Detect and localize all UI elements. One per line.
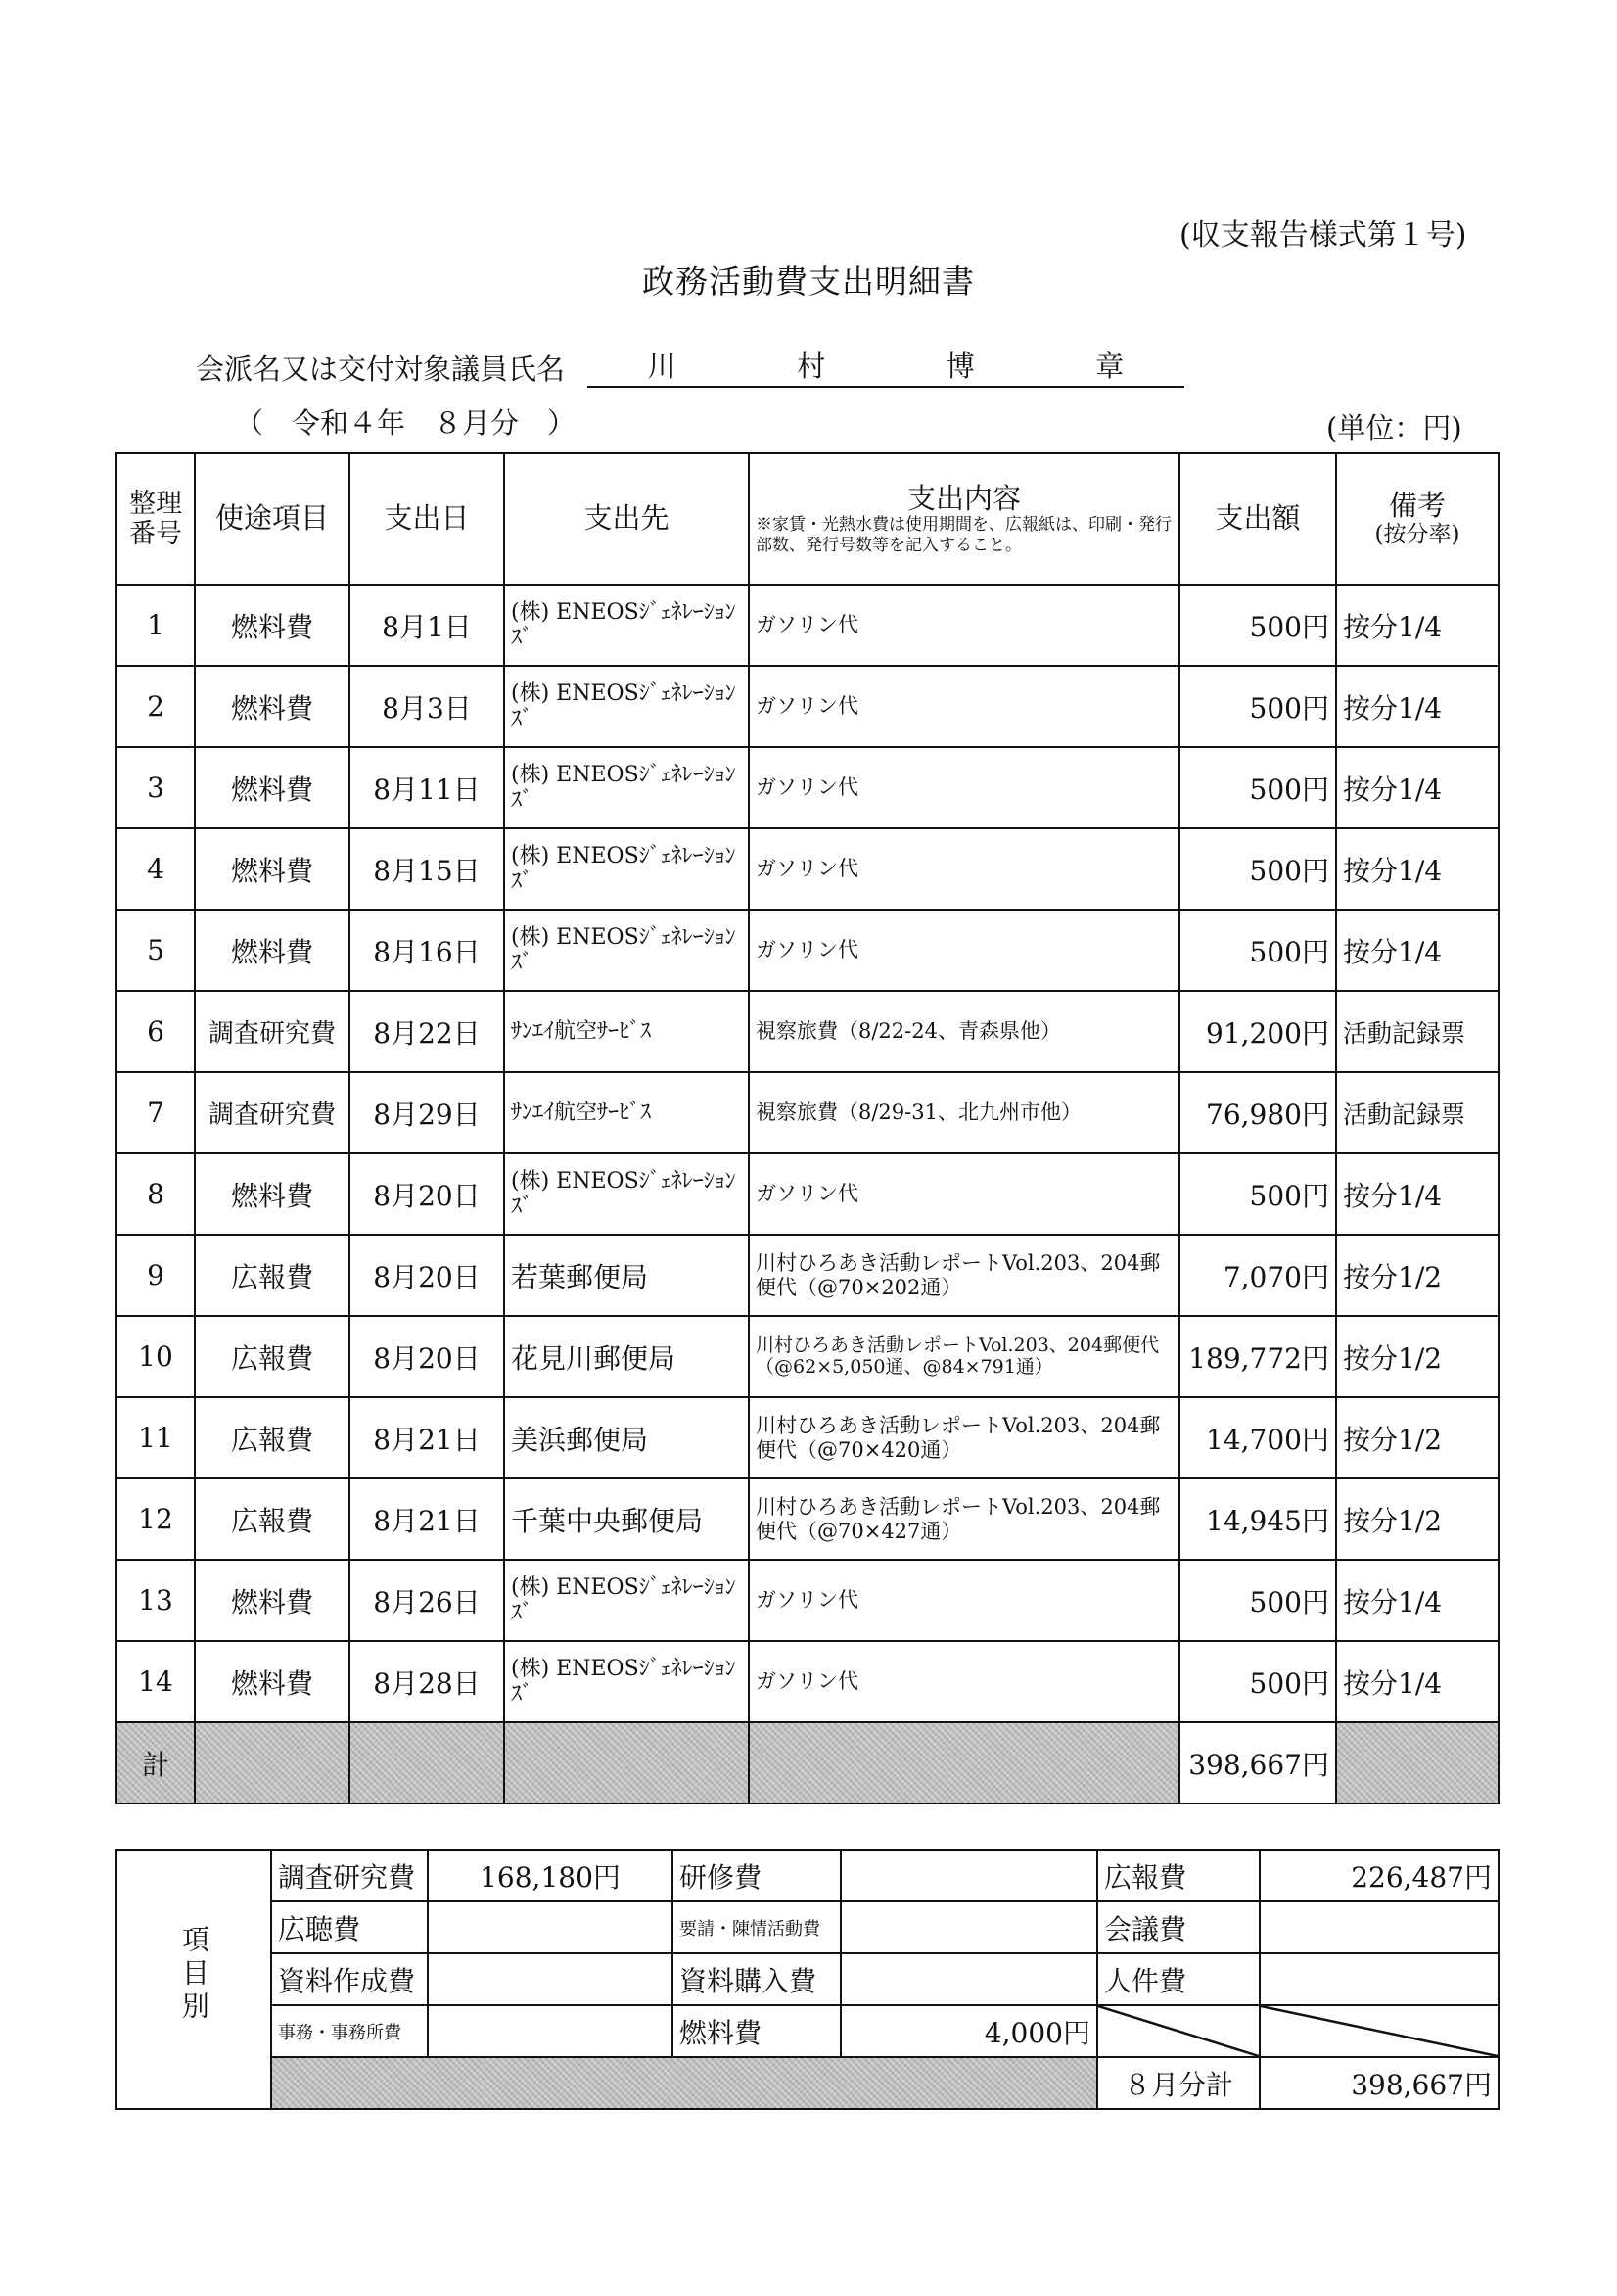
row-content: ガソリン代	[749, 666, 1179, 747]
table-row	[116, 1560, 1499, 1641]
summary-label: 広聴費	[271, 1901, 428, 1953]
row-content: ガソリン代	[749, 747, 1179, 828]
table-row	[116, 1478, 1499, 1560]
summary-label: 研修費	[672, 1850, 841, 1901]
summary-value	[841, 1901, 1097, 1953]
table-row	[116, 585, 1499, 666]
summary-label: 調査研究費	[271, 1850, 428, 1901]
row-date: 8月1日	[349, 585, 504, 666]
row-category: 燃料費	[195, 1560, 349, 1641]
table-row	[116, 910, 1499, 991]
row-amount: 14,945円	[1179, 1478, 1336, 1560]
row-content: 川村ひろあき活動レポートVol.203、204郵便代（@62×5,050通、@84×791通）	[749, 1316, 1179, 1397]
summary-label: 会議費	[1097, 1901, 1260, 1953]
summary-value: 168,180円	[428, 1850, 672, 1901]
table-row	[116, 666, 1499, 747]
row-number: 12	[116, 1478, 195, 1560]
row-date: 8月22日	[349, 991, 504, 1072]
total-shaded-cell	[195, 1722, 349, 1804]
row-number: 8	[116, 1153, 195, 1235]
header-content	[749, 453, 1179, 585]
row-number: 10	[116, 1316, 195, 1397]
row-date: 8月21日	[349, 1478, 504, 1560]
summary-shaded-cell	[271, 2057, 1097, 2109]
summary-label: 広報費	[1097, 1850, 1260, 1901]
total-shaded-cell	[504, 1722, 749, 1804]
row-category: 燃料費	[195, 828, 349, 910]
row-remarks: 按分1/4	[1336, 1560, 1499, 1641]
row-remarks: 按分1/4	[1336, 585, 1499, 666]
row-number: 7	[116, 1072, 195, 1153]
row-amount: 14,700円	[1179, 1397, 1336, 1478]
row-payee: (株) ENEOSｼﾞｪﾈﾚｰｼｮﾝｽﾞ	[504, 1560, 749, 1641]
row-date: 8月29日	[349, 1072, 504, 1153]
member-name-char: 博	[946, 350, 975, 383]
row-number: 1	[116, 585, 195, 666]
row-number: 2	[116, 666, 195, 747]
category-summary-table	[116, 1849, 1500, 2110]
row-amount: 91,200円	[1179, 991, 1336, 1072]
summary-label: 事務・事務所費	[271, 2005, 428, 2057]
summary-value	[428, 2005, 672, 2057]
summary-value	[1260, 1901, 1499, 1953]
header-number: 整理番号	[116, 453, 195, 585]
row-amount: 76,980円	[1179, 1072, 1336, 1153]
summary-value	[428, 1901, 672, 1953]
total-row	[116, 1722, 1499, 1804]
row-number: 6	[116, 991, 195, 1072]
row-number: 14	[116, 1641, 195, 1722]
row-payee: 花見川郵便局	[504, 1316, 749, 1397]
summary-section-label: 項目別	[116, 1850, 271, 2109]
row-payee: 若葉郵便局	[504, 1235, 749, 1316]
header-content-title: 支出内容	[906, 481, 1021, 515]
row-remarks: 按分1/4	[1336, 1641, 1499, 1722]
summary-value	[841, 1850, 1097, 1901]
total-shaded-cell	[749, 1722, 1179, 1804]
header-remarks	[1336, 453, 1499, 585]
row-payee: 美浜郵便局	[504, 1397, 749, 1478]
row-date: 8月28日	[349, 1641, 504, 1722]
row-payee: (株) ENEOSｼﾞｪﾈﾚｰｼｮﾝｽﾞ	[504, 910, 749, 991]
table-row	[116, 1397, 1499, 1478]
total-shaded-cell	[349, 1722, 504, 1804]
summary-value	[1260, 1953, 1499, 2005]
row-amount: 500円	[1179, 666, 1336, 747]
row-content: ガソリン代	[749, 1641, 1179, 1722]
expense-table	[116, 452, 1500, 1804]
row-category: 広報費	[195, 1478, 349, 1560]
summary-label: 要請・陳情活動費	[672, 1901, 841, 1953]
row-content: ガソリン代	[749, 1153, 1179, 1235]
row-payee: (株) ENEOSｼﾞｪﾈﾚｰｼｮﾝｽﾞ	[504, 585, 749, 666]
member-label: 会派名又は交付対象議員氏名	[196, 352, 566, 386]
row-number: 13	[116, 1560, 195, 1641]
row-remarks: 按分1/2	[1336, 1478, 1499, 1560]
summary-empty-slash	[1260, 2005, 1499, 2057]
row-date: 8月21日	[349, 1397, 504, 1478]
row-content: 視察旅費（8/29-31、北九州市他）	[749, 1072, 1179, 1153]
row-content: 川村ひろあき活動レポートVol.203、204郵便代（@70×427通）	[749, 1478, 1179, 1560]
member-name-char: 川	[647, 350, 676, 383]
row-number: 5	[116, 910, 195, 991]
row-category: 燃料費	[195, 666, 349, 747]
page-title: 政務活動費支出明細書	[642, 262, 975, 301]
header-content-note: ※家賃・光熱水費は使用期間を、広報紙は、印刷・発行部数、発行号数等を記入すること。	[756, 515, 1172, 555]
row-payee: (株) ENEOSｼﾞｪﾈﾚｰｼｮﾝｽﾞ	[504, 747, 749, 828]
form-number: (収支報告様式第１号)	[1179, 218, 1467, 253]
row-payee: (株) ENEOSｼﾞｪﾈﾚｰｼｮﾝｽﾞ	[504, 1153, 749, 1235]
row-date: 8月3日	[349, 666, 504, 747]
row-amount: 500円	[1179, 585, 1336, 666]
row-category: 燃料費	[195, 1153, 349, 1235]
row-date: 8月11日	[349, 747, 504, 828]
month-total-label: ８月分計	[1097, 2057, 1260, 2109]
summary-row	[116, 1901, 1499, 1953]
member-name-char: 章	[1095, 350, 1125, 383]
row-content: 川村ひろあき活動レポートVol.203、204郵便代（@70×420通）	[749, 1397, 1179, 1478]
row-content: ガソリン代	[749, 828, 1179, 910]
row-remarks: 按分1/2	[1336, 1235, 1499, 1316]
table-row	[116, 1316, 1499, 1397]
row-category: 燃料費	[195, 910, 349, 991]
total-shaded-cell	[1336, 1722, 1499, 1804]
table-row	[116, 1641, 1499, 1722]
table-row	[116, 1235, 1499, 1316]
row-category: 広報費	[195, 1397, 349, 1478]
row-date: 8月15日	[349, 828, 504, 910]
row-payee: ｻﾝｴｲ航空ｻｰﾋﾞｽ	[504, 1072, 749, 1153]
row-remarks: 按分1/2	[1336, 1316, 1499, 1397]
summary-row	[116, 1850, 1499, 1901]
member-name-char: 村	[797, 350, 826, 383]
header-date: 支出日	[349, 453, 504, 585]
row-content: ガソリン代	[749, 585, 1179, 666]
row-amount: 500円	[1179, 828, 1336, 910]
row-amount: 500円	[1179, 1560, 1336, 1641]
row-number: 11	[116, 1397, 195, 1478]
row-category: 調査研究費	[195, 991, 349, 1072]
row-number: 3	[116, 747, 195, 828]
row-category: 調査研究費	[195, 1072, 349, 1153]
summary-value	[841, 1953, 1097, 2005]
header-payee: 支出先	[504, 453, 749, 585]
summary-row	[116, 2005, 1499, 2057]
row-content: ガソリン代	[749, 910, 1179, 991]
summary-label: 人件費	[1097, 1953, 1260, 2005]
row-content: 川村ひろあき活動レポートVol.203、204郵便代（@70×202通）	[749, 1235, 1179, 1316]
row-category: 広報費	[195, 1235, 349, 1316]
row-date: 8月20日	[349, 1316, 504, 1397]
row-content: 視察旅費（8/22-24、青森県他）	[749, 991, 1179, 1072]
row-payee: (株) ENEOSｼﾞｪﾈﾚｰｼｮﾝｽﾞ	[504, 666, 749, 747]
row-category: 広報費	[195, 1316, 349, 1397]
row-amount: 500円	[1179, 910, 1336, 991]
row-category: 燃料費	[195, 1641, 349, 1722]
row-category: 燃料費	[195, 585, 349, 666]
table-row	[116, 828, 1499, 910]
row-remarks: 按分1/2	[1336, 1397, 1499, 1478]
row-amount: 189,772円	[1179, 1316, 1336, 1397]
total-amount: 398,667円	[1179, 1722, 1336, 1804]
summary-row	[116, 1953, 1499, 2005]
row-payee: 千葉中央郵便局	[504, 1478, 749, 1560]
row-remarks: 按分1/4	[1336, 747, 1499, 828]
table-row	[116, 1072, 1499, 1153]
row-number: 4	[116, 828, 195, 910]
member-name	[587, 345, 1184, 388]
table-header-row	[116, 453, 1499, 585]
row-amount: 500円	[1179, 1153, 1336, 1235]
row-date: 8月20日	[349, 1235, 504, 1316]
row-date: 8月20日	[349, 1153, 504, 1235]
total-label: 計	[116, 1722, 195, 1804]
summary-label: 資料購入費	[672, 1953, 841, 2005]
row-remarks: 按分1/4	[1336, 666, 1499, 747]
table-row	[116, 747, 1499, 828]
summary-label: 燃料費	[672, 2005, 841, 2057]
header-category: 使途項目	[195, 453, 349, 585]
summary-value	[428, 1953, 672, 2005]
row-amount: 7,070円	[1179, 1235, 1336, 1316]
period: （ 令和４年 ８月分 ）	[235, 406, 577, 440]
month-total-value: 398,667円	[1260, 2057, 1499, 2109]
row-number: 9	[116, 1235, 195, 1316]
summary-row	[116, 2057, 1499, 2109]
row-category: 燃料費	[195, 747, 349, 828]
table-row	[116, 991, 1499, 1072]
header-remarks-title: 備考	[1388, 489, 1446, 523]
row-remarks: 按分1/4	[1336, 1153, 1499, 1235]
summary-label: 資料作成費	[271, 1953, 428, 2005]
unit-label: (単位：円)	[1326, 411, 1462, 445]
summary-value: 4,000円	[841, 2005, 1097, 2057]
summary-empty-slash	[1097, 2005, 1260, 2057]
header-remarks-sub: (按分率)	[1374, 522, 1460, 548]
row-date: 8月26日	[349, 1560, 504, 1641]
row-remarks: 活動記録票	[1336, 1072, 1499, 1153]
summary-value: 226,487円	[1260, 1850, 1499, 1901]
row-payee: ｻﾝｴｲ航空ｻｰﾋﾞｽ	[504, 991, 749, 1072]
table-row	[116, 1153, 1499, 1235]
row-amount: 500円	[1179, 1641, 1336, 1722]
row-amount: 500円	[1179, 747, 1336, 828]
row-payee: (株) ENEOSｼﾞｪﾈﾚｰｼｮﾝｽﾞ	[504, 828, 749, 910]
row-remarks: 按分1/4	[1336, 910, 1499, 991]
row-date: 8月16日	[349, 910, 504, 991]
header-amount: 支出額	[1179, 453, 1336, 585]
row-payee: (株) ENEOSｼﾞｪﾈﾚｰｼｮﾝｽﾞ	[504, 1641, 749, 1722]
row-remarks: 活動記録票	[1336, 991, 1499, 1072]
row-content: ガソリン代	[749, 1560, 1179, 1641]
row-remarks: 按分1/4	[1336, 828, 1499, 910]
